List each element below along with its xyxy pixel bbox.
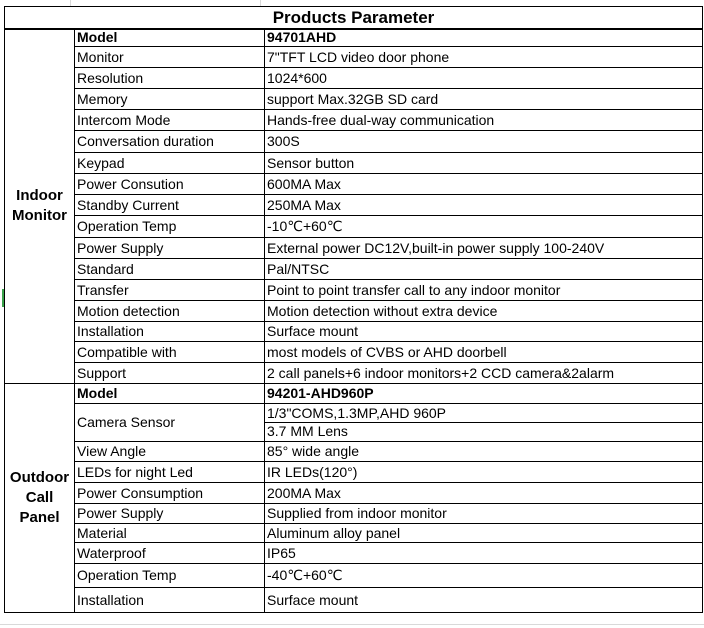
parameter-label: Model: [75, 384, 265, 404]
table-row: [5, 29, 703, 47]
table-row: [5, 462, 703, 483]
table-row: [5, 322, 703, 342]
parameter-label: View Angle: [75, 442, 265, 462]
parameter-value-line: 3.7 MM Lens: [265, 422, 702, 440]
parameter-label: Power Supply: [75, 504, 265, 524]
parameter-label: Transfer: [75, 280, 265, 301]
parameter-value: most models of CVBS or AHD doorbell: [265, 342, 703, 363]
parameter-value: Point to point transfer call to any indoor monitor: [265, 280, 703, 301]
parameter-value: -40℃+60℃: [265, 564, 703, 588]
parameter-value: Hands-free dual-way communication: [265, 110, 703, 131]
parameter-value: External power DC12V,built-in power supply 100-240V: [265, 238, 703, 259]
table-row: [5, 47, 703, 68]
table-row: [5, 195, 703, 216]
parameter-label: Operation Temp: [75, 216, 265, 238]
section-label: Indoor Monitor: [5, 29, 75, 384]
parameter-value: 300S: [265, 131, 703, 153]
parameter-value: -10℃+60℃: [265, 216, 703, 238]
parameter-value: Motion detection without extra device: [265, 301, 703, 322]
parameter-label: Resolution: [75, 68, 265, 89]
table-row: [5, 301, 703, 322]
parameter-value: Surface mount: [265, 322, 703, 342]
parameter-label: Monitor: [75, 47, 265, 68]
parameter-value: IR LEDs(120°): [265, 462, 703, 483]
table-title: Products Parameter: [5, 7, 703, 29]
parameter-label: Motion detection: [75, 301, 265, 322]
table-row: [5, 153, 703, 174]
table-row: [5, 259, 703, 280]
parameter-label: Installation: [75, 588, 265, 613]
parameter-label: Compatible with: [75, 342, 265, 363]
parameter-label: Power Consumption: [75, 483, 265, 504]
table-row: [5, 68, 703, 89]
parameter-label: Operation Temp: [75, 564, 265, 588]
table-row: [5, 543, 703, 564]
parameter-label: Model: [75, 29, 265, 47]
parameter-value: support Max.32GB SD card: [265, 89, 703, 110]
parameter-label: Support: [75, 363, 265, 384]
parameter-label: Power Consution: [75, 174, 265, 195]
parameter-value: Surface mount: [265, 588, 703, 613]
parameter-value: Pal/NTSC: [265, 259, 703, 280]
products-parameter-table: [4, 6, 703, 613]
parameter-label: LEDs for night Led: [75, 462, 265, 483]
parameter-value: 250MA Max: [265, 195, 703, 216]
table-row: [5, 363, 703, 384]
table-row: [5, 588, 703, 613]
table-row: [5, 238, 703, 259]
table-row: [5, 216, 703, 238]
table-row: [5, 524, 703, 543]
parameter-value: [265, 404, 703, 442]
parameter-value: 1024*600: [265, 68, 703, 89]
parameter-value: Aluminum alloy panel: [265, 524, 703, 543]
parameter-value: 94701AHD: [265, 29, 703, 47]
parameter-label: Standby Current: [75, 195, 265, 216]
parameter-label: Material: [75, 524, 265, 543]
parameter-value: IP65: [265, 543, 703, 564]
parameter-label: Memory: [75, 89, 265, 110]
parameter-label: Conversation duration: [75, 131, 265, 153]
parameter-value: Sensor button: [265, 153, 703, 174]
title-row: [5, 7, 703, 29]
section-label: Outdoor Call Panel: [5, 384, 75, 613]
parameter-label: Standard: [75, 259, 265, 280]
parameter-value: 94201-AHD960P: [265, 384, 703, 404]
sheet-gridline: [0, 624, 704, 625]
parameter-value: 600MA Max: [265, 174, 703, 195]
table-row: [5, 110, 703, 131]
parameter-label: Camera Sensor: [75, 404, 265, 442]
parameter-value: 7"TFT LCD video door phone: [265, 47, 703, 68]
parameter-value: Supplied from indoor monitor: [265, 504, 703, 524]
parameter-value: 2 call panels+6 indoor monitors+2 CCD camera&2alarm: [265, 363, 703, 384]
table-row: [5, 564, 703, 588]
table-row: [5, 174, 703, 195]
parameter-label: Waterproof: [75, 543, 265, 564]
parameter-value: 85° wide angle: [265, 442, 703, 462]
parameter-label: Power Supply: [75, 238, 265, 259]
parameter-label: Intercom Mode: [75, 110, 265, 131]
table-row: [5, 504, 703, 524]
table-row: [5, 131, 703, 153]
table-row: [5, 280, 703, 301]
parameter-value: 200MA Max: [265, 483, 703, 504]
table-row: [5, 384, 703, 404]
parameter-label: Installation: [75, 322, 265, 342]
parameter-value-line: 1/3"COMS,1.3MP,AHD 960P: [267, 405, 447, 421]
table-row: [5, 404, 703, 442]
table-row: [5, 342, 703, 363]
parameter-label: Keypad: [75, 153, 265, 174]
table-row: [5, 442, 703, 462]
table-row: [5, 89, 703, 110]
table-row: [5, 483, 703, 504]
